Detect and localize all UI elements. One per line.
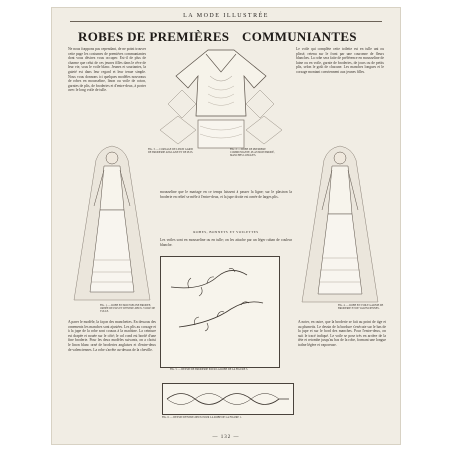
caption-fig6: FIG. 6. — DESSIN D'ENTRE-DEUX POUR LA ROBE DE LA FIGURE 1.	[162, 416, 242, 419]
caption-fig3: FIG. 3. — CORSAGE DE LINON GARNI DE BRODERIE ANGLAISE ET DE PLIS.	[148, 148, 194, 155]
embroidery-pattern-box	[160, 256, 280, 368]
section-subhead: ROBES, BONNETS ET VOILETTES	[193, 230, 259, 234]
middle-column	[160, 190, 292, 226]
entredeux-pattern-box	[162, 383, 294, 415]
middle-text: mousseline que le mariage en ce temps laissent à passer la ligne; sur le plastron la broderie en relief se mêle à l'entre-deux, et la jupe droite est ornée de larges plis.	[160, 190, 292, 199]
entredeux-pattern	[163, 384, 293, 414]
bottom-text-left: A parer le modèle, la façon des manchettes. En dessous des ornements les manches sont ajustées. Les plis au corsage et à la jupe de la robe sont cousus à la machine. La ceinture est drapée et nouée sur le côté; le col rond est bordé d'une fine broderie. Pour les deux modèles suivants, on a choisi le linon blanc orné de broderies anglaises et d'entre-deux de valenciennes. La robe s'arrête au-dessus de la cheville.	[68, 320, 156, 352]
intro-column-left	[68, 47, 146, 128]
masthead: LA MODE ILLUSTRÉE	[183, 13, 269, 19]
header-rule	[70, 21, 382, 22]
middle-text-2: Les voiles sont en mousseline ou en tulle; on les attache par un léger ruban de couleur blanche.	[160, 238, 292, 247]
title-left: ROBES DE PREMIÈRES	[78, 29, 230, 44]
right-dress-figure	[292, 140, 388, 310]
bottom-text-right: A noter, en outre, que la broderie se fait au point de tige et au plumetis. Le dessin de la bordure s'exécute sur le bas de la jupe et sur le bord des manches. Pour l'entre-deux, on suit le tracé indiqué. Le voile se pose très en arrière de la tête et retombe jusqu'au bas de la robe, formant une longue traîne légère et vaporeuse.	[298, 320, 386, 347]
middle-column-2	[160, 238, 292, 252]
magazine-page	[52, 8, 400, 444]
intro-column-right	[296, 47, 384, 128]
caption-fig4: FIG. 4. — ROBE EN VOILE GARNIE DE BRODERIE ET DE VALENCIENNES.	[338, 304, 384, 311]
caption-fig2: FIG. 2. — ROBE DE PREMIÈRE COMMUNIANTE, PLASTRON BRODÉ, MANCHES LONGUES.	[230, 148, 275, 158]
intro-text-right: Le voile qui complète cette toilette est en tulle uni ou plissé, retenu sur le front par une couronne de fleurs blanches. La robe sera faite de préférence en mousseline de laine ou en voile, garnie de broderies, de jours ou de petits plis, selon le goût de chacune. Les manches longues et le corsage montant conviennent aux jeunes filles.	[296, 47, 384, 74]
bottom-column-right	[298, 320, 386, 416]
embroidery-pattern	[161, 257, 279, 367]
page-number: — 132 —	[212, 435, 240, 440]
collar-illustration	[148, 46, 294, 156]
bottom-column-left	[68, 320, 156, 416]
left-dress-figure	[66, 140, 158, 306]
title-right: COMMUNIANTES	[242, 29, 357, 44]
caption-fig5: FIG. 5. — DESSIN DE BRODERIE POUR LA ROBE DE LA FIGURE 3.	[170, 368, 248, 371]
caption-fig1: FIG. 1. — ROBE EN MOUSSELINE BRODÉE, ORNÉE DE PLIS ET D'ENTRE-DEUX. VOILE DE TULLE.	[100, 304, 156, 314]
intro-text-left: Ne nous frappons pas cependant, de ne point trouver cette page les costumes de premières communiantes dont vous désirez vous occuper. Est-il de plus de charme que celui de ces jeunes filles dans le rêve de leur vie, sous le voile blanc. Jeunes et souriantes, la gaieté est dans leur regard et leur tenue simple. Nous vous donnons ici quelques modèles nouveaux de robes en mousseline, linon ou voile de coton, garnies de plis, de broderies et d'entre-deux, à porter avec le long voile de tulle.	[68, 47, 146, 93]
